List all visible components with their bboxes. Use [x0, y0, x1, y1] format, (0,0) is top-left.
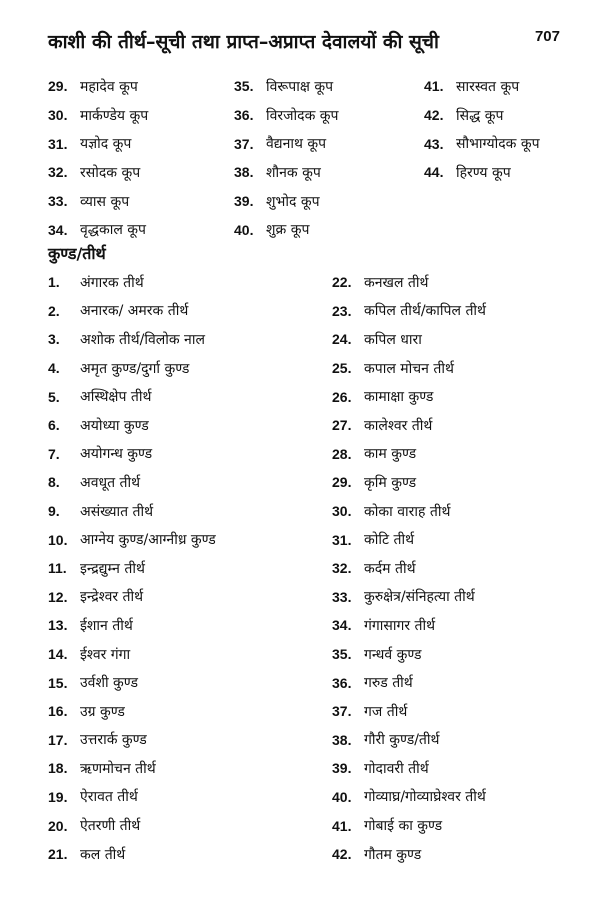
item-number: 42.: [332, 846, 352, 863]
item-number: 31.: [48, 135, 68, 152]
list-item: [234, 129, 339, 158]
list-item: [332, 697, 486, 726]
item-text: शुभोद कूप: [266, 193, 320, 210]
list-item: [332, 382, 486, 411]
item-number: 37.: [234, 135, 254, 152]
list-item: [332, 554, 486, 583]
list-item: [332, 525, 486, 554]
list-item: [424, 72, 540, 101]
list-item: [332, 411, 486, 440]
item-number: 41.: [332, 817, 352, 834]
item-text: ईशान तीर्थ: [80, 617, 133, 634]
item-text: अंगारक तीर्थ: [80, 274, 144, 291]
list-item: [48, 611, 216, 640]
item-number: 15.: [48, 674, 68, 691]
list-item: [48, 101, 148, 130]
list-item: [48, 354, 216, 383]
item-number: 35.: [234, 78, 254, 95]
item-number: 33.: [332, 588, 352, 605]
item-number: 17.: [48, 731, 68, 748]
item-number: 42.: [424, 107, 444, 124]
item-number: 38.: [332, 731, 352, 748]
list-item: [332, 583, 486, 612]
list-item: [48, 158, 148, 187]
item-number: 22.: [332, 274, 352, 291]
item-text: अयोगन्ध कुण्ड: [80, 446, 153, 463]
kund-tirth-list: [48, 268, 588, 878]
item-text: इन्द्रद्युम्न तीर्थ: [80, 560, 145, 577]
item-number: 13.: [48, 617, 68, 634]
item-text: गरुड तीर्थ: [364, 675, 413, 692]
item-text: व्यास कूप: [80, 193, 130, 210]
item-text: कामाक्षा कुण्ड: [364, 389, 434, 406]
list-item: [332, 811, 486, 840]
item-text: यज्ञोद कूप: [80, 136, 132, 153]
item-text: कपिल धारा: [364, 331, 422, 348]
list-item: [48, 129, 148, 158]
item-number: 44.: [424, 164, 444, 181]
item-number: 30.: [332, 503, 352, 520]
item-text: आग्नेय कुण्ड/आग्नीध्र कुण्ड: [80, 532, 216, 549]
item-number: 23.: [332, 302, 352, 319]
item-text: शुक्र कूप: [266, 222, 310, 239]
list-item: [48, 754, 216, 783]
list-item: [48, 187, 148, 216]
item-number: 34.: [332, 617, 352, 634]
list-item: [332, 640, 486, 669]
item-text: काम कुण्ड: [364, 446, 417, 463]
list-item: [332, 440, 486, 469]
item-number: 30.: [48, 107, 68, 124]
item-text: इन्द्रेश्वर तीर्थ: [80, 589, 144, 606]
list-item: [48, 811, 216, 840]
list-item: [332, 297, 486, 326]
list-item: [48, 554, 216, 583]
item-number: 39.: [234, 193, 254, 210]
list-item: [48, 640, 216, 669]
item-text: ईश्वर गंगा: [80, 646, 131, 663]
item-text: असंख्यात तीर्थ: [80, 503, 154, 520]
item-number: 4.: [48, 360, 60, 377]
list-item: [332, 497, 486, 526]
item-text: कल तीर्थ: [80, 846, 126, 863]
item-text: अमृत कुण्ड/दुर्गा कुण्ड: [80, 360, 190, 377]
item-number: 32.: [48, 164, 68, 181]
item-text: उर्वशी कुण्ड: [80, 675, 138, 692]
list-item: [332, 325, 486, 354]
item-number: 2.: [48, 302, 60, 319]
item-text: उग्र कुण्ड: [80, 703, 125, 720]
koop-column-1: [48, 72, 148, 244]
item-text: सिद्ध कूप: [456, 107, 504, 124]
list-item: [332, 354, 486, 383]
item-number: 34.: [48, 221, 68, 238]
item-text: कपाल मोचन तीर्थ: [364, 360, 454, 377]
item-text: वृद्धकाल कूप: [80, 222, 146, 239]
item-number: 36.: [332, 674, 352, 691]
list-item: [48, 268, 216, 297]
list-item: [48, 325, 216, 354]
item-number: 31.: [332, 531, 352, 548]
item-number: 25.: [332, 360, 352, 377]
item-text: हिरण्य कूप: [456, 164, 511, 181]
item-text: अवधूत तीर्थ: [80, 474, 141, 491]
item-number: 41.: [424, 78, 444, 95]
item-number: 26.: [332, 388, 352, 405]
item-number: 8.: [48, 474, 60, 491]
koop-column-2: [234, 72, 339, 244]
item-number: 33.: [48, 193, 68, 210]
list-item: [48, 297, 216, 326]
item-text: ऐतरणी तीर्थ: [80, 818, 141, 835]
item-text: गज तीर्थ: [364, 703, 408, 720]
page-number: 707: [534, 28, 560, 45]
item-text: गोदावरी तीर्थ: [364, 760, 429, 777]
list-item: [48, 840, 216, 869]
item-text: वैद्यनाथ कूप: [266, 136, 327, 153]
item-text: कृमि कुण्ड: [364, 474, 417, 491]
list-item: [48, 440, 216, 469]
list-item: [332, 668, 486, 697]
item-text: शौनक कूप: [266, 164, 321, 181]
item-text: गौरी कुण्ड/तीर्थ: [364, 732, 440, 749]
list-item: [234, 187, 339, 216]
item-text: कोटि तीर्थ: [364, 532, 415, 549]
item-number: 36.: [234, 107, 254, 124]
list-item: [234, 72, 339, 101]
kund-column-1: [48, 268, 216, 868]
item-number: 29.: [332, 474, 352, 491]
list-item: [48, 411, 216, 440]
item-number: 37.: [332, 703, 352, 720]
item-text: कपिल तीर्थ/कापिल तीर्थ: [364, 303, 486, 320]
item-text: कुरुक्षेत्र/संनिहत्या तीर्थ: [364, 589, 475, 606]
item-text: ऐरावत तीर्थ: [80, 789, 138, 806]
item-text: रसोदक कूप: [80, 164, 141, 181]
list-item: [332, 468, 486, 497]
item-number: 16.: [48, 703, 68, 720]
kund-column-2: [332, 268, 486, 868]
item-number: 32.: [332, 560, 352, 577]
item-text: कनखल तीर्थ: [364, 274, 429, 291]
item-text: विरूपाक्ष कूप: [266, 78, 334, 95]
koop-column-3: [424, 72, 540, 187]
item-text: गंगासागर तीर्थ: [364, 617, 436, 634]
list-item: [424, 101, 540, 130]
item-number: 6.: [48, 417, 60, 434]
item-number: 29.: [48, 78, 68, 95]
item-number: 12.: [48, 588, 68, 605]
item-number: 39.: [332, 760, 352, 777]
item-number: 3.: [48, 331, 60, 348]
list-item: [48, 583, 216, 612]
item-text: अशोक तीर्थ/विलोक नाल: [80, 331, 205, 348]
item-number: 43.: [424, 135, 444, 152]
page-title: काशी की तीर्थ–सूची तथा प्राप्त–अप्राप्त देवालयों की सूची: [48, 31, 439, 53]
item-number: 21.: [48, 846, 68, 863]
item-text: विरजोदक कूप: [266, 107, 339, 124]
item-number: 11.: [48, 560, 67, 577]
item-text: ऋणमोचन तीर्थ: [80, 760, 156, 777]
list-item: [332, 783, 486, 812]
list-item: [332, 840, 486, 869]
list-item: [48, 382, 216, 411]
item-number: 10.: [48, 531, 68, 548]
item-text: कर्दम तीर्थ: [364, 560, 416, 577]
section-heading-kund-tirth: कुण्ड/तीर्थ: [48, 244, 106, 263]
item-text: गौतम कुण्ड: [364, 846, 422, 863]
item-text: सौभाग्योदक कूप: [456, 136, 540, 153]
list-item: [234, 215, 339, 244]
list-item: [48, 468, 216, 497]
item-number: 38.: [234, 164, 254, 181]
item-text: कालेश्वर तीर्थ: [364, 417, 433, 434]
list-item: [48, 668, 216, 697]
item-number: 27.: [332, 417, 352, 434]
item-number: 1.: [48, 274, 60, 291]
list-item: [48, 497, 216, 526]
item-number: 19.: [48, 788, 68, 805]
item-number: 14.: [48, 646, 68, 663]
item-text: अयोध्या कुण्ड: [80, 417, 149, 434]
list-item: [48, 726, 216, 755]
item-text: गोबाई का कुण्ड: [364, 818, 443, 835]
item-text: महादेव कूप: [80, 78, 138, 95]
item-number: 18.: [48, 760, 68, 777]
list-item: [48, 72, 148, 101]
item-number: 40.: [234, 221, 254, 238]
koop-list: [48, 72, 568, 242]
list-item: [48, 525, 216, 554]
list-item: [424, 158, 540, 187]
item-number: 5.: [48, 388, 60, 405]
item-number: 9.: [48, 503, 60, 520]
item-text: गन्धर्व कुण्ड: [364, 646, 422, 663]
list-item: [332, 611, 486, 640]
item-number: 35.: [332, 646, 352, 663]
list-item: [48, 697, 216, 726]
item-text: अस्थिक्षेप तीर्थ: [80, 389, 152, 406]
item-text: गोव्याघ्र/गोव्याघ्रेश्वर तीर्थ: [364, 789, 486, 806]
item-text: मार्कण्डेय कूप: [80, 107, 149, 124]
list-item: [332, 726, 486, 755]
list-item: [48, 783, 216, 812]
list-item: [332, 754, 486, 783]
item-number: 24.: [332, 331, 352, 348]
item-number: 7.: [48, 445, 60, 462]
list-item: [424, 129, 540, 158]
item-number: 40.: [332, 788, 352, 805]
item-text: कोका वाराह तीर्थ: [364, 503, 451, 520]
list-item: [48, 215, 148, 244]
item-text: अनारक/ अमरक तीर्थ: [80, 303, 189, 320]
list-item: [234, 101, 339, 130]
item-number: 20.: [48, 817, 68, 834]
item-text: उत्तरार्क कुण्ड: [80, 732, 147, 749]
list-item: [332, 268, 486, 297]
item-number: 28.: [332, 445, 352, 462]
page-header: [48, 28, 560, 58]
item-text: सारस्वत कूप: [456, 78, 520, 95]
list-item: [234, 158, 339, 187]
